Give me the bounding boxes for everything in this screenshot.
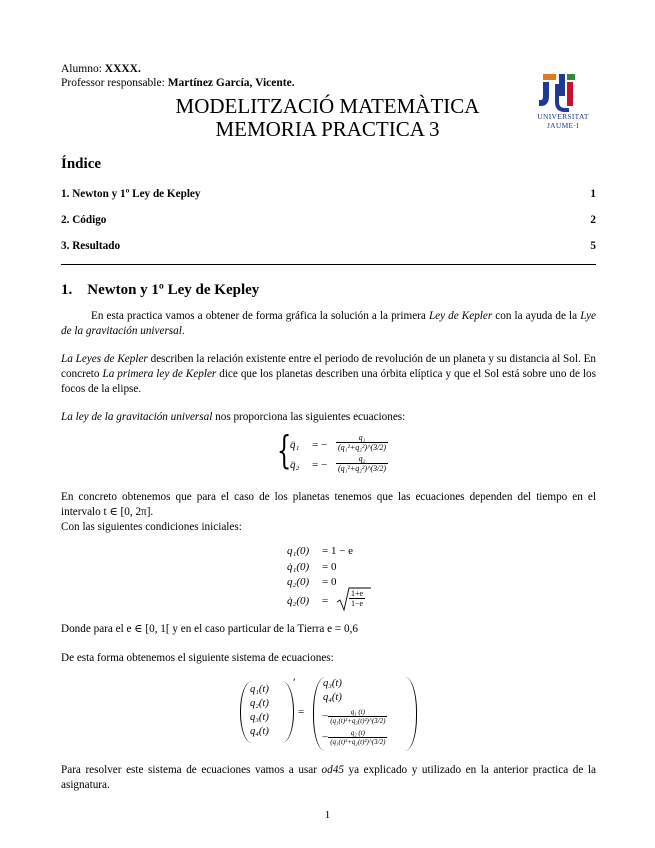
vector-entry: − $\frac{\text{q₁ (t)}}{\text{(q₁(t)²+q₂(t)²)\textasciicircum{}(3/2)}}$: [322, 708, 386, 725]
toc-entry-label: 1. Newton y 1º Ley de Kepley: [61, 188, 201, 200]
student-line: [61, 62, 141, 76]
eq-sign: = −: [312, 459, 328, 471]
paragraph-conditions: Con las siguientes condiciones iniciales:: [61, 521, 242, 533]
student-name: XXXX.: [104, 63, 141, 75]
paragraph-earth: Donde para el e ∈ [0, 1[ y en el caso particular de la Tierra e = 0,6: [61, 623, 358, 635]
text-span: nos proporciona las siguientes ecuaciones:: [212, 411, 406, 423]
eq-denominator: (q₁(t)²+q₂(t)²)^(3/2): [330, 738, 386, 746]
toc-entry-label: 2. Código: [61, 214, 107, 226]
logo-text-2: JAUME·I: [546, 121, 580, 130]
eq-lhs: q̈₂: [290, 459, 300, 471]
toc-entry-page: 1: [590, 188, 596, 200]
equals-sign: =: [298, 706, 305, 718]
paragraph-kepler: [61, 352, 596, 396]
title-line-2: MEMORIA PRACTICA 3: [215, 117, 440, 141]
toc-entry-page: 5: [590, 240, 596, 252]
vector-entry: − $\frac{\text{q₂ (t)}}{\text{(q₁(t)²+q₂(t)²)\textasciicircum{}(3/2)}}$: [322, 729, 386, 746]
text-span: od45: [321, 764, 344, 776]
paragraph-system: De esta forma obtenemos el siguiente sistema de ecuaciones:: [61, 652, 334, 664]
eq-numerator: q₂ (t): [328, 729, 387, 738]
paragraph-gravitation: [61, 410, 596, 425]
section-heading: 1. Newton y 1º Ley de Kepley: [61, 282, 260, 298]
toc-entry-label: 3. Resultado: [61, 240, 121, 252]
toc-entry[interactable]: [61, 239, 596, 253]
text-span: dice que los planetas describen una órbita elíptica y que el Sol está sobre uno de los focos de la elipse.: [61, 367, 596, 395]
paragraph-intro: [61, 309, 596, 339]
vector-entry: q₂(t): [250, 698, 269, 709]
text-span: describen la relación existente entre el periodo de revolución de un planeta y su distancia al Sol. En concreto: [61, 353, 596, 380]
sqrt-numerator: 1+e: [351, 589, 364, 598]
eq-denominator: (q₁(t)²+q₂(t)²)^(3/2): [330, 717, 386, 725]
ic-rhs: =: [322, 595, 329, 607]
toc-entry-page: 2: [590, 214, 596, 226]
text-span: Lye de la gravitación universal: [61, 310, 597, 337]
sqrt-denominator: 1−e: [351, 599, 364, 608]
vector-entry: q₄(t): [323, 692, 342, 703]
toc-divider: [61, 264, 596, 265]
paragraph-solver: [61, 763, 596, 793]
professor-name: Martínez García, Vicente.: [167, 77, 295, 89]
derivative-prime: ′: [293, 675, 296, 689]
text-span: La Leyes de Kepler: [61, 353, 148, 365]
eq-sign: = −: [312, 439, 328, 451]
eq-denominator: (q₁²+q₂²)^(3/2): [338, 443, 387, 452]
text-span: con la ayuda de la: [492, 310, 581, 322]
page-number: 1: [324, 809, 331, 821]
vector-entry: q₃(t): [323, 678, 342, 689]
ic-rhs: = 0: [322, 576, 337, 588]
ic-lhs: q̇₁(0): [287, 561, 310, 573]
ic-lhs: q₁(0): [287, 545, 310, 557]
text-span: La primera ley de Kepler: [102, 367, 217, 380]
ic-lhs: q₂(0): [287, 576, 310, 588]
vector-entry: q₄(t): [250, 726, 269, 737]
left-brace: {: [276, 428, 292, 472]
text-span: Para resolver este sistema de ecuaciones vamos a usar: [61, 764, 322, 776]
toc-heading: Índice: [61, 156, 102, 172]
eq-numerator: q₁ (t): [328, 708, 387, 717]
eq-fraction: [336, 433, 388, 452]
professor-line: [61, 76, 295, 90]
text-span: ya explicado y utilizado en la anterior practica de la asignatura.: [61, 764, 596, 791]
eq-numerator: q₂: [336, 454, 388, 464]
toc-entry[interactable]: [61, 187, 596, 201]
text-span: Ley de Kepler: [428, 310, 493, 322]
ic-rhs: = 1 − e: [322, 545, 354, 557]
university-logo: [533, 72, 593, 136]
eq-denominator: (q₁²+q₂²)^(3/2): [338, 464, 387, 473]
text-span: En esta practica vamos a obtener de forma gráfica la solución a la primera: [91, 310, 429, 322]
vector-entry: q₃(t): [250, 712, 269, 723]
professor-label: Professor responsable:: [61, 77, 165, 89]
eq-lhs: q̈₁: [290, 439, 300, 451]
toc-entry[interactable]: [61, 213, 596, 227]
title-line-1: MODELITZACIÓ MATEMÀTICA: [175, 94, 480, 118]
eq-numerator: q₁: [336, 433, 388, 443]
logo-text-1: UNIVERSITAT: [537, 112, 589, 121]
vector-entry: q₁(t): [250, 684, 269, 695]
ic-lhs: q̇₂(0): [287, 595, 310, 607]
paragraph-interval: En concreto obtenemos que para el caso de los planetas tenemos que las ecuaciones dependen del tiempo en el intervalo t ∈ [0, 2π].: [61, 491, 596, 518]
text-span: .: [181, 324, 185, 337]
eq-fraction: [336, 454, 388, 473]
ic-rhs: = 0: [322, 561, 337, 573]
student-label: Alumno:: [61, 63, 102, 75]
text-span: La ley de la gravitación universal: [61, 411, 213, 423]
